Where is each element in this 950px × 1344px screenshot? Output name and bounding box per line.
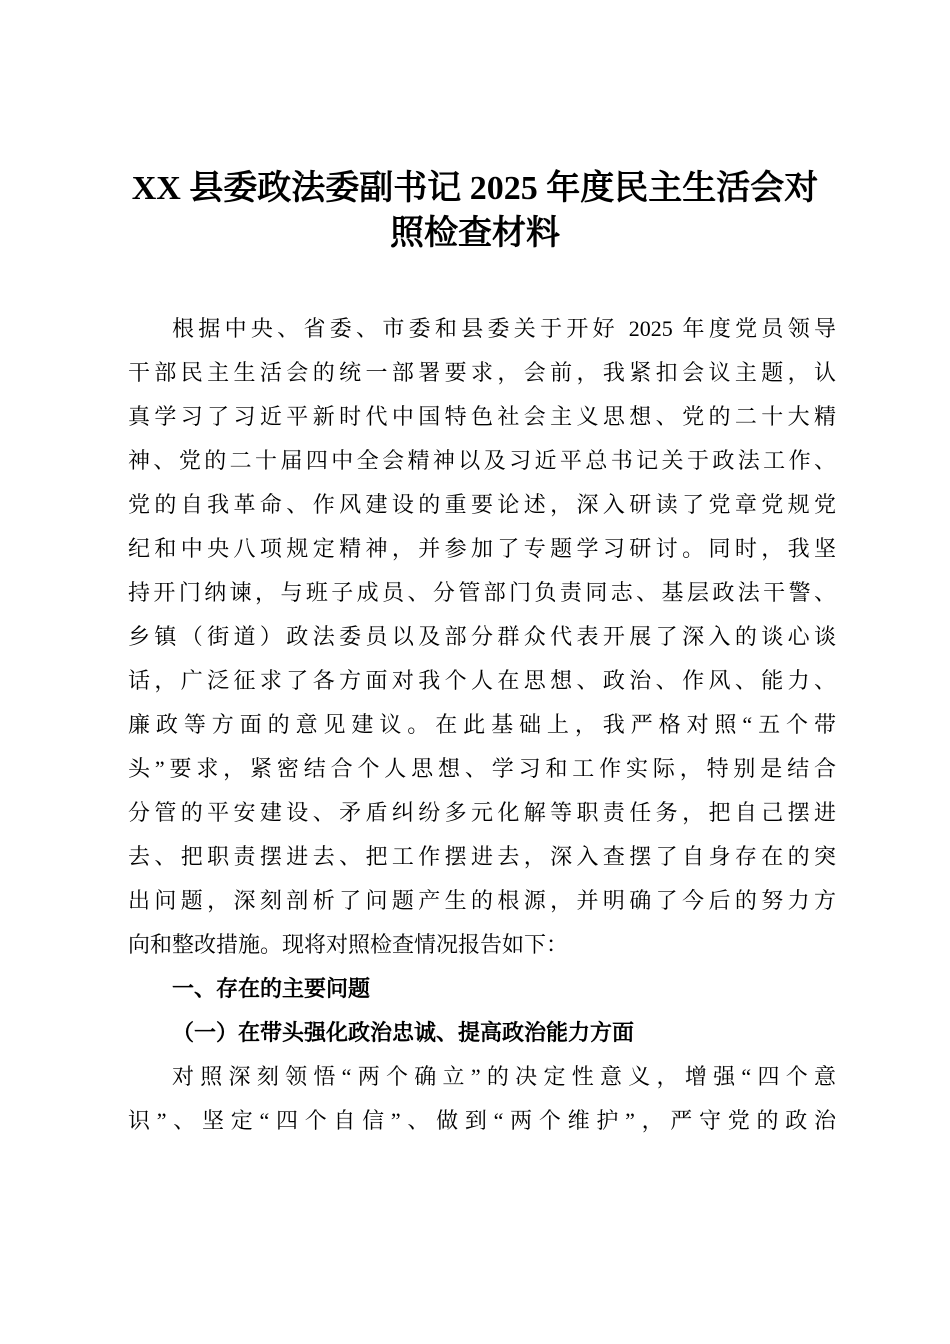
body-line: 神、党的二十届四中全会精神以及习近平总书记关于政法工作、 xyxy=(128,448,836,473)
body-line: 真学习了习近平新时代中国特色社会主义思想、党的二十大精 xyxy=(128,404,836,429)
document-title-line-2: 照检查材料 xyxy=(390,215,560,252)
body-line: 党的自我革命、作风建设的重要论述，深入研读了党章党规党 xyxy=(128,492,836,517)
section-heading: 一、存在的主要问题 xyxy=(172,976,371,1001)
body-line: 持开门纳谏，与班子成员、分管部门负责同志、基层政法干警、 xyxy=(128,580,836,605)
body-line: 纪和中央八项规定精神，并参加了专题学习研讨。同时，我坚 xyxy=(128,536,836,561)
body-line: 去、把职责摆进去、把工作摆进去，深入查摆了自身存在的突 xyxy=(128,844,836,869)
body-line: 乡镇（街道）政法委员以及部分群众代表开展了深入的谈心谈 xyxy=(128,624,836,649)
body-line: 出问题，深刻剖析了问题产生的根源，并明确了今后的努力方 xyxy=(128,888,836,913)
body-line: 对照深刻领悟“两个确立”的决定性意义，增强“四个意 xyxy=(172,1064,836,1089)
body-line: 话，广泛征求了各方面对我个人在思想、政治、作风、能力、 xyxy=(128,668,836,693)
body-line: 识”、坚定“四个自信”、做到“两个维护”，严守党的政治 xyxy=(128,1108,836,1133)
body-line: 头”要求，紧密结合个人思想、学习和工作实际，特别是结合 xyxy=(128,756,836,781)
document-body xyxy=(128,307,836,1143)
body-line: 干部民主生活会的统一部署要求，会前，我紧扣会议主题，认 xyxy=(128,360,836,385)
subsection-heading: （一）在带头强化政治忠诚、提高政治能力方面 xyxy=(172,1020,635,1045)
body-line: 向和整改措施。现将对照检查情况报告如下： xyxy=(128,932,569,957)
body-line: 分管的平安建设、矛盾纠纷多元化解等职责任务，把自己摆进 xyxy=(128,800,836,825)
document-title-line-1: XX 县委政法委副书记 2025 年度民主生活会对 xyxy=(131,170,819,207)
body-line: 根据中央、省委、市委和县委关于开好 2025 年度党员领导 xyxy=(172,316,836,341)
document-title xyxy=(121,166,829,256)
body-line: 廉政等方面的意见建议。在此基础上，我严格对照“五个带 xyxy=(128,712,836,737)
